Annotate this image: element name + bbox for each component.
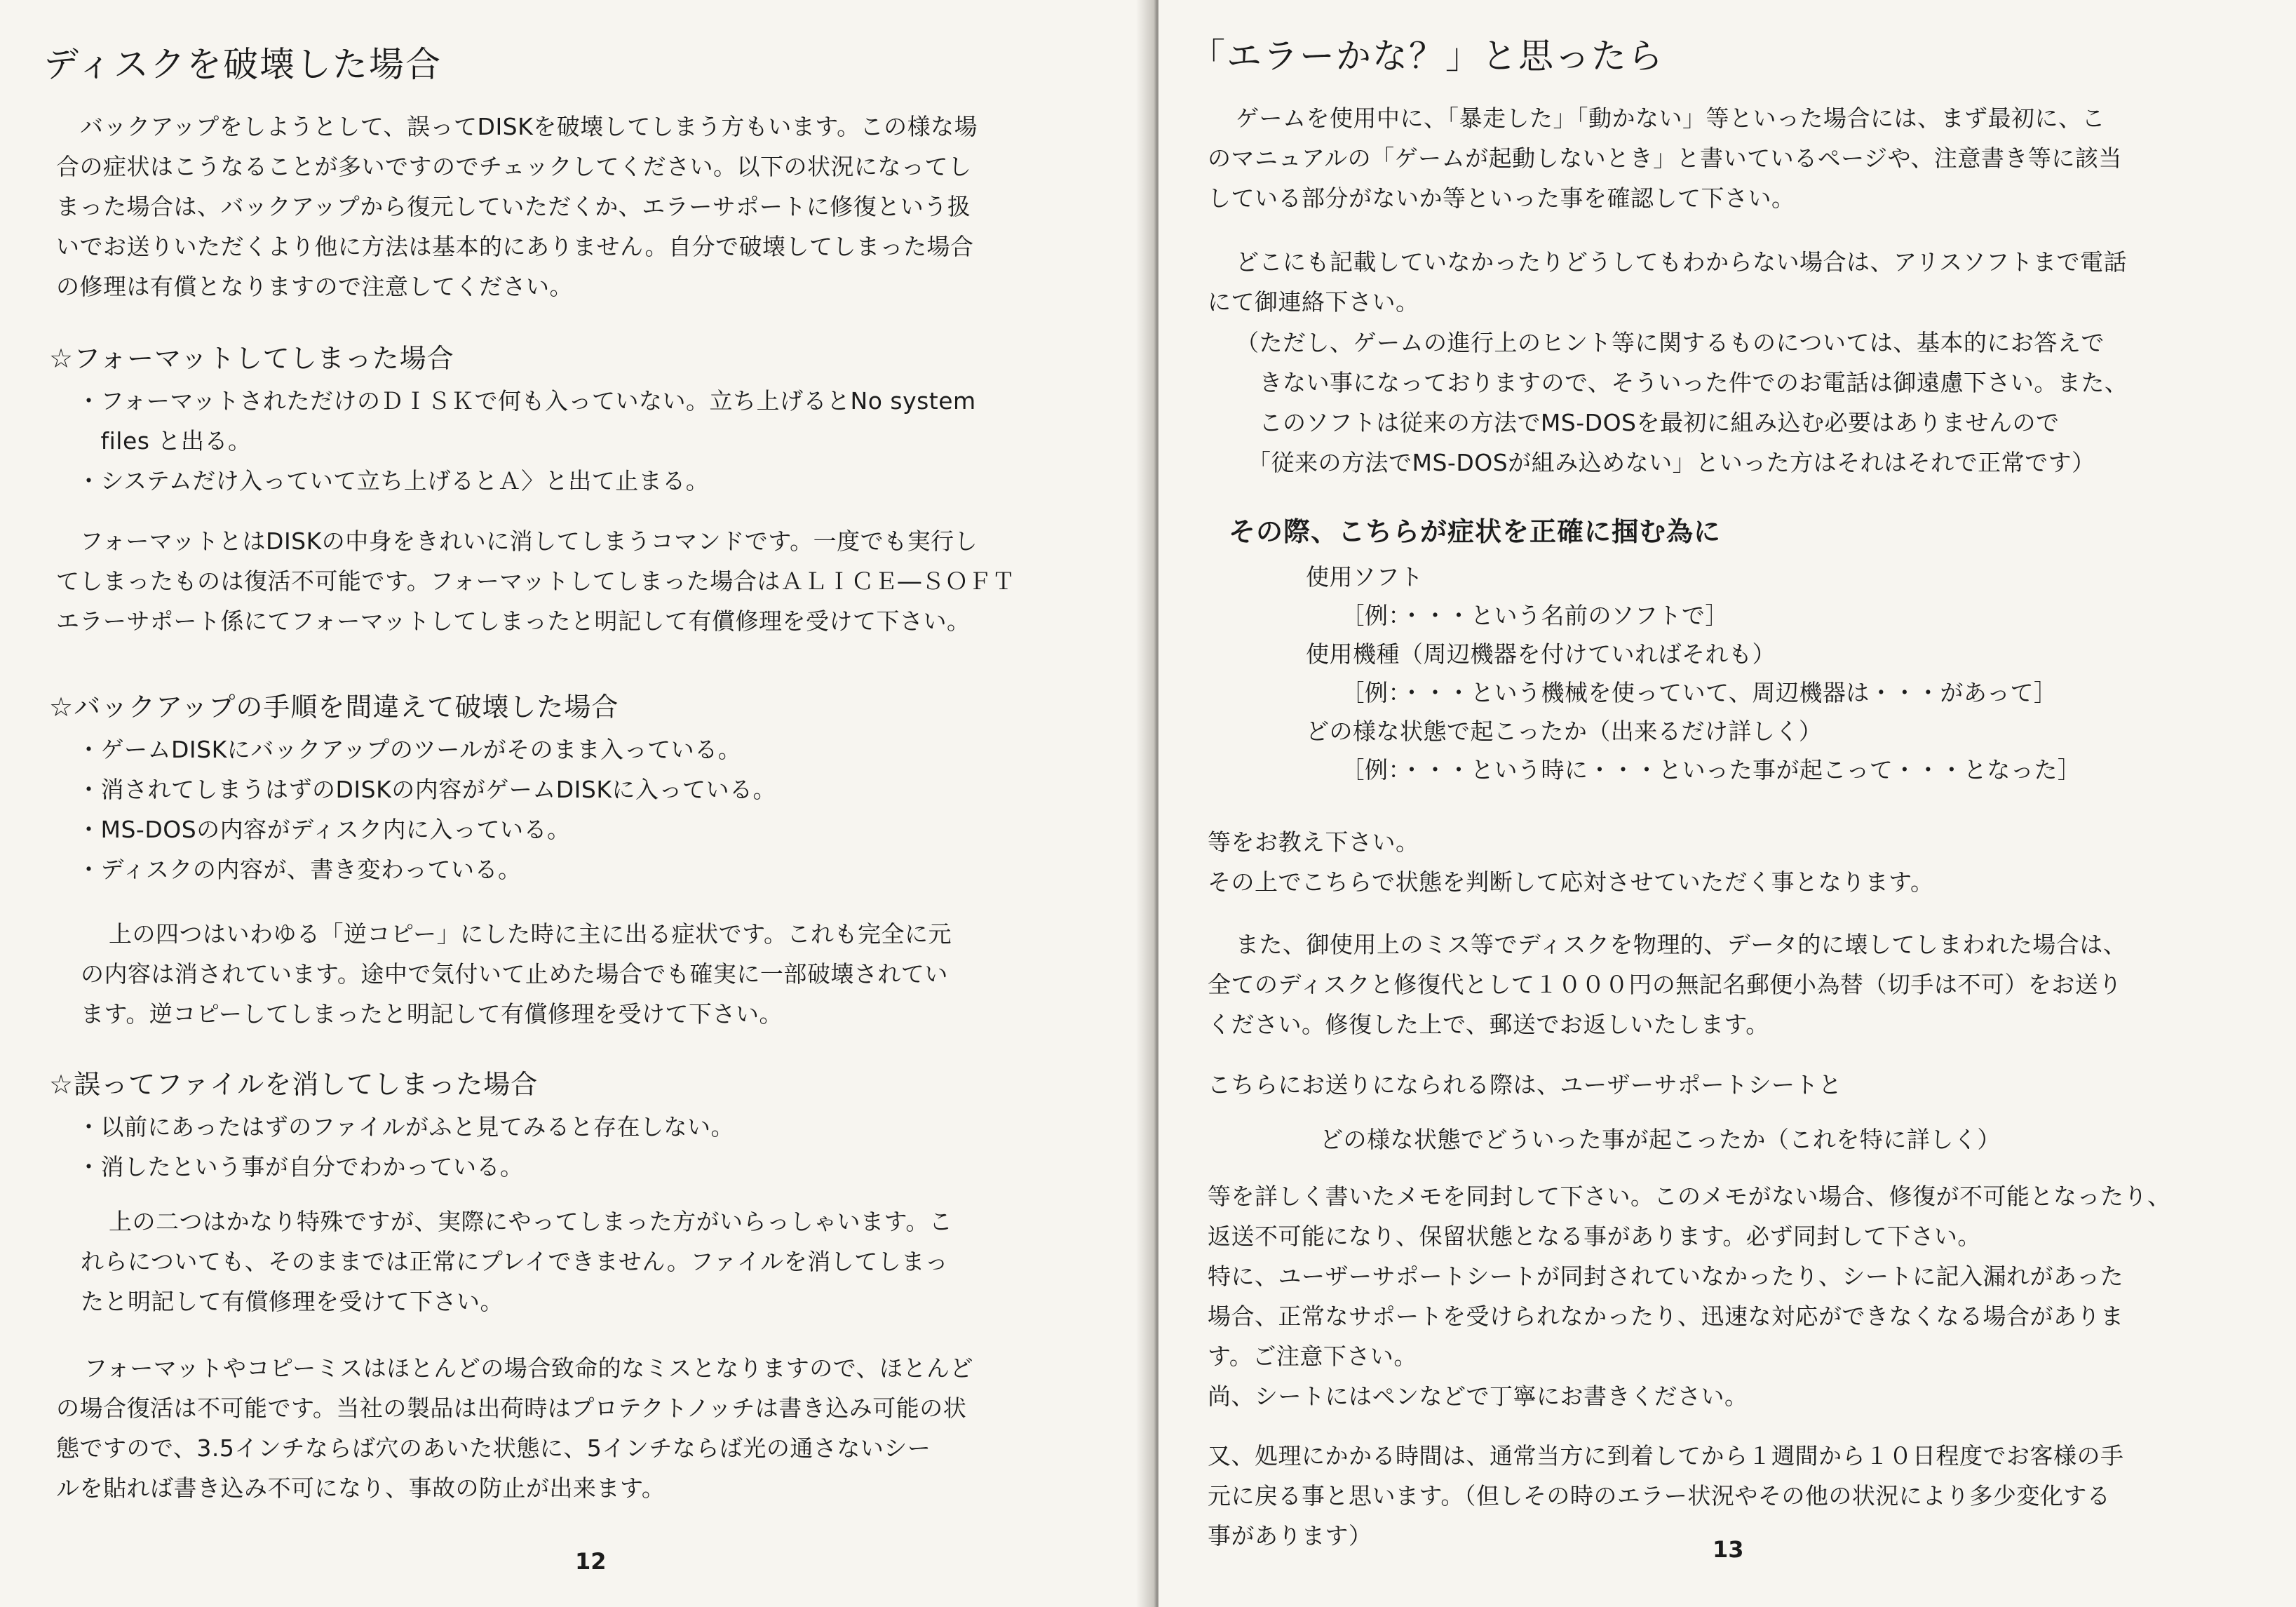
- text-line: きない事になっておりますので、そういった件でのお電話は御遠慮下さい。また、: [1236, 369, 2128, 396]
- bullet-item: ・フォーマットされただけのＤＩＳＫで何も入っていない。立ち上げるとNo system: [77, 387, 976, 415]
- section-heading-backup: ☆バックアップの手順を間違えて破壊した場合: [49, 692, 619, 722]
- text-line: のマニュアルの「ゲームが起動しないとき」と書いているページや、注意書き等に該当: [1208, 144, 2122, 172]
- info-example: ［例：・・・という機械を使っていて、周辺機器は・・・があって］: [1306, 679, 2058, 706]
- text-line: その上でこちらで状態を判断して応対させていただく事となります。: [1208, 868, 1934, 896]
- bullet-item: ・ゲームDISKにバックアップのツールがそのまま入っている。: [77, 736, 742, 763]
- text-line: どこにも記載していなかったりどうしてもわからない場合は、アリスソフトまで電話: [1236, 248, 2128, 276]
- info-example: ［例：・・・という時に・・・といった事が起こって・・・となった］: [1306, 756, 2081, 784]
- text-line: いでお送りいただくより他に方法は基本的にありません。自分で破壊してしまった場合: [56, 233, 974, 260]
- text-line: にて御連絡下さい。: [1208, 288, 1419, 316]
- text-line: す。ご注意下さい。: [1208, 1343, 1417, 1370]
- para-send-line1: こちらにお送りになられる際は、ユーザーサポートシートと: [1208, 1071, 1842, 1098]
- text-line: 「従来の方法でMS-DOSが組み込めない」といった方はそれはそれで正常です）: [1236, 449, 2095, 476]
- section-backup-body: [81, 914, 952, 1034]
- para-contact: [1208, 242, 2127, 322]
- bullet-item: ・MS-DOSの内容がディスク内に入っている。: [77, 816, 571, 843]
- bullet-item: ・消したという事が自分でわかっている。: [77, 1153, 524, 1181]
- text-line: れらについても、そのままでは正常にプレイできません。ファイルを消してしまっ: [81, 1248, 949, 1275]
- bullet-item: files と出る。: [77, 427, 252, 455]
- para-processing-time: [1208, 1436, 2124, 1556]
- text-line: また、御使用上のミス等でディスクを物理的、データ的に壊してしまわれた場合は、: [1236, 931, 2127, 958]
- text-line: ます。逆コピーしてしまったと明記して有償修理を受けて下さい。: [81, 1000, 783, 1028]
- text-line: 上の四つはいわゆる「逆コピー」にした時に主に出る症状です。これも完全に元: [109, 920, 952, 948]
- text-line: している部分がないか等といった事を確認して下さい。: [1208, 184, 1795, 212]
- left-page-title: ディスクを破壊した場合: [43, 44, 442, 85]
- section-heading-format: ☆フォーマットしてしまった場合: [49, 343, 454, 374]
- info-item: 使用機種（周辺機器を付けていればそれも）: [1306, 640, 1776, 668]
- bullet-item: ・ディスクの内容が、書き変わっている。: [77, 856, 522, 883]
- info-item: どの様な状態で起こったか（出来るだけ詳しく）: [1306, 718, 1823, 745]
- subheading-symptoms: その際、こちらが症状を正確に掴む為に: [1229, 516, 1722, 547]
- para-instruction: [1208, 822, 1934, 902]
- section-backup-bullets: [77, 729, 776, 889]
- info-example: ［例：・・・という名前のソフトで］: [1306, 602, 1729, 629]
- info-items: [1306, 558, 2081, 789]
- para-memo: [1208, 1176, 2171, 1416]
- text-line: てしまったものは復活不可能です。フォーマットしてしまった場合はＡＬＩＣＥ―ＳＯＦＴ: [56, 567, 1015, 595]
- section-heading-delete: ☆誤ってファイルを消してしまった場合: [49, 1069, 539, 1100]
- text-line: 尚、シートにはペンなどで丁寧にお書きください。: [1208, 1383, 1748, 1410]
- bullet-item: ・以前にあったはずのファイルがふと見てみると存在しない。: [77, 1113, 735, 1141]
- closing-paragraph: [56, 1348, 973, 1508]
- info-item: 使用ソフト: [1306, 563, 1424, 591]
- text-line: 事があります）: [1208, 1522, 1372, 1549]
- text-line: まった場合は、バックアップから復元していただくか、エラーサポートに修復という扱: [56, 193, 971, 220]
- section-format-bullets: [77, 381, 976, 501]
- text-line: 上の二つはかなり特殊ですが、実際にやってしまった方がいらっしゃいます。こ: [109, 1208, 953, 1235]
- text-line: の修理は有償となりますので注意してください。: [56, 273, 573, 300]
- text-line: 場合、正常なサポートを受けられなかったり、迅速な対応ができなくなる場合がありま: [1208, 1303, 2124, 1330]
- text-line: の内容は消されています。途中で気付いて止めた場合でも確実に一部破壊されてい: [81, 960, 948, 988]
- text-line: フォーマットやコピーミスはほとんどの場合致命的なミスとなりますので、ほとんど: [84, 1354, 974, 1382]
- section-format-body: [56, 521, 1015, 641]
- text-line: ください。修復した上で、郵送でお返しいたします。: [1208, 1011, 1769, 1038]
- bullet-item: ・システムだけ入っていて立ち上げるとＡ〉と出て止まる。: [77, 467, 710, 495]
- para-usage: [1208, 98, 2122, 218]
- right-page: [1159, 0, 2296, 1607]
- bullet-item: ・消されてしまうはずのDISKの内容がゲームDISKに入っている。: [77, 776, 776, 803]
- intro-paragraph: [56, 107, 978, 307]
- right-page-title: 「エラーかな？」と思ったら: [1190, 36, 1664, 76]
- text-line: 態ですので、3.5インチならば穴のあいた状態に、5インチならば光の通さないシー: [56, 1434, 931, 1462]
- para-repair: [1208, 924, 2126, 1044]
- text-line: 全てのディスクと修復代として１０００円の無記名郵便小為替（切手は不可）をお送り: [1208, 971, 2122, 998]
- text-line: 合の症状はこうなることが多いですのでチェックしてください。以下の状況になってし: [56, 153, 972, 180]
- text-line: このソフトは従来の方法でMS-DOSを最初に組み込む必要はありませんので: [1236, 409, 2060, 436]
- text-line: バックアップをしようとして、誤ってDISKを破壊してしまう方もいます。この様な場: [80, 113, 978, 140]
- text-line: フォーマットとはDISKの中身をきれいに消してしまうコマンドです。一度でも実行し: [80, 527, 978, 555]
- text-line: たと明記して有償修理を受けて下さい。: [81, 1288, 504, 1315]
- page-number-right: 13: [1713, 1536, 1744, 1563]
- section-delete-bullets: [77, 1107, 734, 1187]
- text-line: 元に戻る事と思います。（但しその時のエラー状況やその他の状況により多少変化する: [1208, 1482, 2111, 1509]
- text-line: 等を詳しく書いたメモを同封して下さい。このメモがない場合、修復が不可能となったり、: [1208, 1183, 2171, 1210]
- para-note: [1236, 323, 2128, 483]
- text-line: の場合復活は不可能です。当社の製品は出荷時はプロテクトノッチは書き込み可能の状: [56, 1394, 967, 1422]
- section-delete-body: [81, 1202, 952, 1322]
- text-line: 又、処理にかかる時間は、通常当方に到着してから１週間から１０日程度でお客様の手: [1208, 1442, 2124, 1470]
- text-line: 返送不可能になり、保留状態となる事があります。必ず同封して下さい。: [1208, 1223, 1981, 1250]
- text-line: ルを貼れば書き込み不可になり、事故の防止が出来ます。: [56, 1474, 666, 1502]
- text-line: 等をお教え下さい。: [1208, 828, 1419, 856]
- text-line: （ただし、ゲームの進行上のヒント等に関するものについては、基本的にお答えで: [1236, 329, 2105, 356]
- text-line: 特に、ユーザーサポートシートが同封されていなかったり、シートに記入漏れがあった: [1208, 1263, 2124, 1290]
- page-number-left: 12: [575, 1548, 607, 1575]
- para-send-line2: どの様な状態でどういった事が起こったか（これを特に詳しく）: [1320, 1126, 2001, 1153]
- text-line: ゲームを使用中に、「暴走した」「動かない」等といった場合には、まず最初に、こ: [1236, 105, 2105, 132]
- text-line: エラーサポート係にてフォーマットしてしまったと明記して有償修理を受けて下さい。: [56, 607, 971, 635]
